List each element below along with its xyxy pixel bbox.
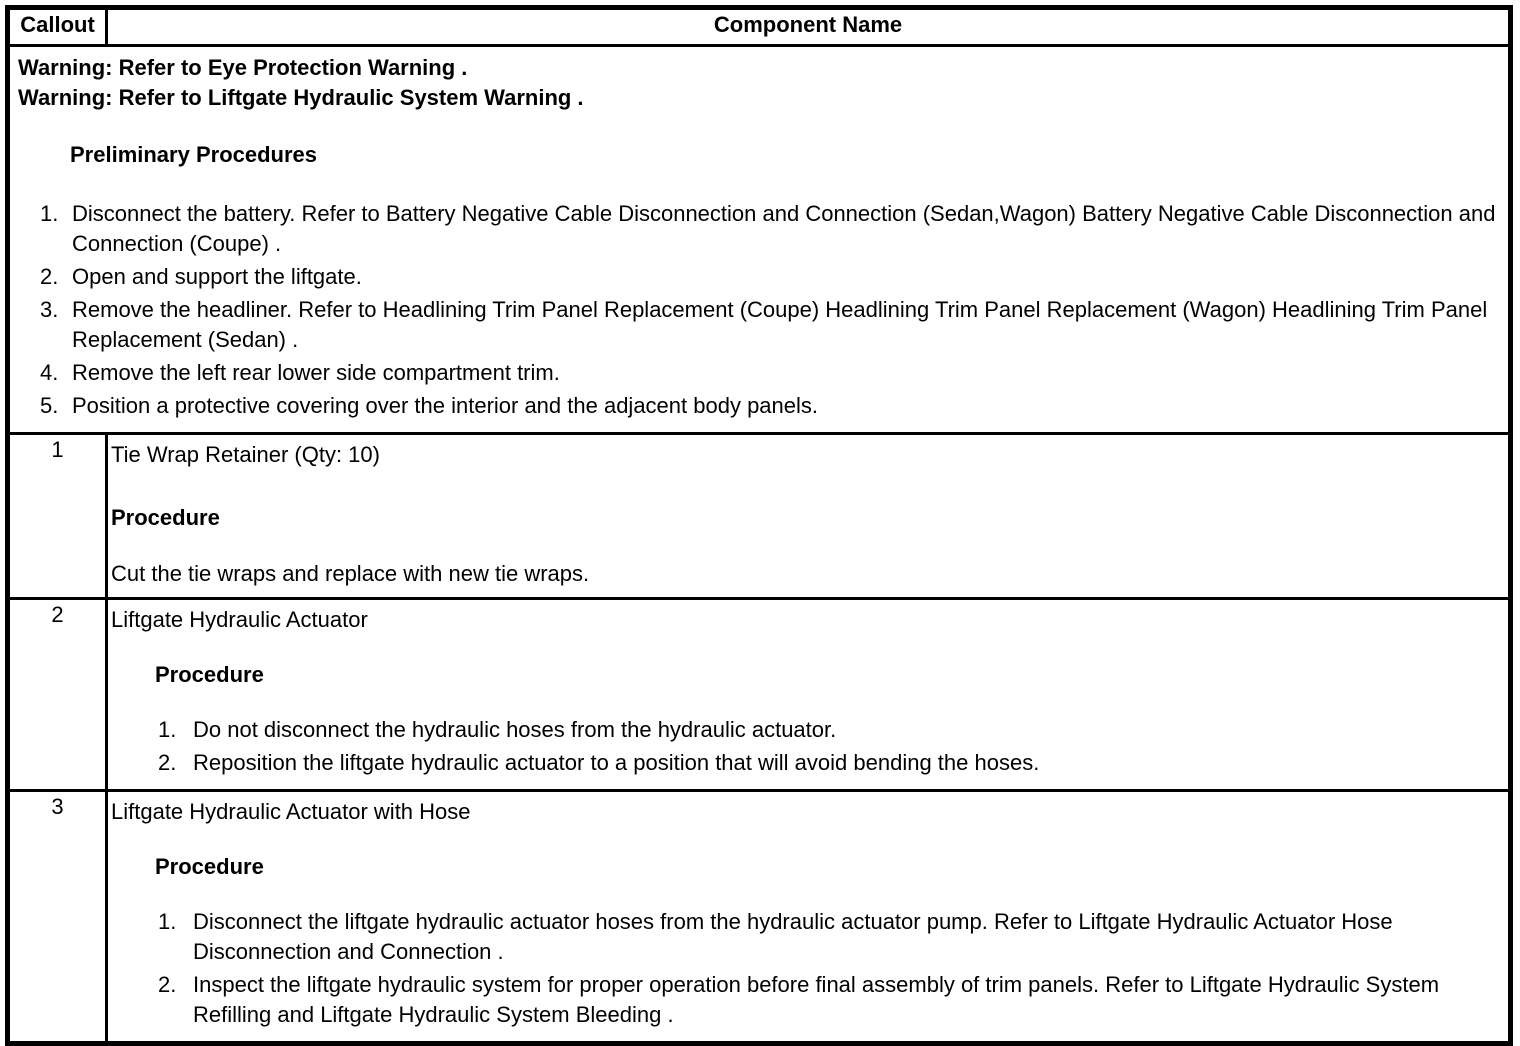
procedure-note: Cut the tie wraps and replace with new tie wraps.: [111, 561, 590, 586]
list-item-text: Remove the left rear lower side compartment trim.: [72, 360, 560, 385]
procedure-label: Procedure: [155, 854, 264, 879]
callout-number: 1: [8, 434, 107, 599]
component-cell: [107, 599, 1511, 791]
list-item: [40, 262, 1498, 292]
list-item-number: 2.: [40, 264, 59, 289]
list-item-text: Position a protective covering over the interior and the adjacent body panels.: [72, 393, 819, 418]
list-item: [40, 391, 1498, 421]
table-row: [8, 791, 1511, 1044]
list-item-text: Reposition the liftgate hydraulic actuator to a position that will avoid bending the hoses.: [193, 750, 1040, 775]
list-item: [158, 715, 1498, 745]
list-item-text: Do not disconnect the hydraulic hoses from the hydraulic actuator.: [193, 717, 837, 742]
callout-number: 2: [8, 599, 107, 791]
list-item: [40, 358, 1498, 388]
component-cell: [107, 791, 1511, 1044]
list-item-number: 1.: [158, 717, 177, 742]
table-row: [8, 599, 1511, 791]
list-item: [158, 748, 1498, 778]
preliminary-procedures-title: Preliminary Procedures: [70, 142, 318, 167]
table-header-row: [8, 8, 1511, 46]
procedure-label: Procedure: [111, 505, 220, 530]
callout-column-header: Callout: [8, 8, 107, 46]
preliminary-steps-list: [18, 199, 1498, 421]
list-item-text: Disconnect the liftgate hydraulic actuator hoses from the hydraulic actuator pump. Refer to Liftgate Hydraulic Actuator Hose Disconnection and Connection .: [193, 909, 1393, 964]
list-item: [40, 295, 1498, 355]
list-item-text: Disconnect the battery. Refer to Battery Negative Cable Disconnection and Connection (Sedan,Wagon) Battery Negative Cable Disconnection and Connection (Coupe) .: [72, 201, 1496, 256]
warning-line: Warning: Refer to Eye Protection Warning .: [18, 55, 468, 80]
list-item-text: Open and support the liftgate.: [72, 264, 362, 289]
component-name: Tie Wrap Retainer (Qty: 10): [111, 442, 380, 467]
list-item-number: 2.: [158, 750, 177, 775]
component-name: Liftgate Hydraulic Actuator with Hose: [111, 799, 471, 824]
list-item-number: 1.: [158, 909, 177, 934]
list-item: [158, 907, 1498, 967]
list-item: [158, 970, 1498, 1030]
notice-row: [8, 46, 1511, 434]
list-item-text: Inspect the liftgate hydraulic system for proper operation before final assembly of trim panels. Refer to Liftgate Hydraulic System Refilling and Liftgate Hydraulic System Bleeding .: [193, 972, 1440, 1027]
procedure-label: Procedure: [155, 662, 264, 687]
component-cell: [107, 434, 1511, 599]
procedure-steps-list: [111, 715, 1498, 778]
list-item-number: 1.: [40, 201, 59, 226]
callout-number: 3: [8, 791, 107, 1044]
component-name-column-header: Component Name: [107, 8, 1511, 46]
list-item-number: 2.: [158, 972, 177, 997]
warning-line: Warning: Refer to Liftgate Hydraulic System Warning .: [18, 85, 584, 110]
component-name: Liftgate Hydraulic Actuator: [111, 607, 368, 632]
table-row: [8, 434, 1511, 599]
list-item-number: 5.: [40, 393, 59, 418]
list-item: [40, 199, 1498, 259]
notice-cell: [8, 46, 1511, 434]
list-item-number: 4.: [40, 360, 59, 385]
component-table: [5, 5, 1513, 1046]
list-item-number: 3.: [40, 297, 59, 322]
list-item-text: Remove the headliner. Refer to Headlining Trim Panel Replacement (Coupe) Headlining Trim Panel Replacement (Wagon) Headlining Trim Panel Replacement (Sedan) .: [72, 297, 1488, 352]
